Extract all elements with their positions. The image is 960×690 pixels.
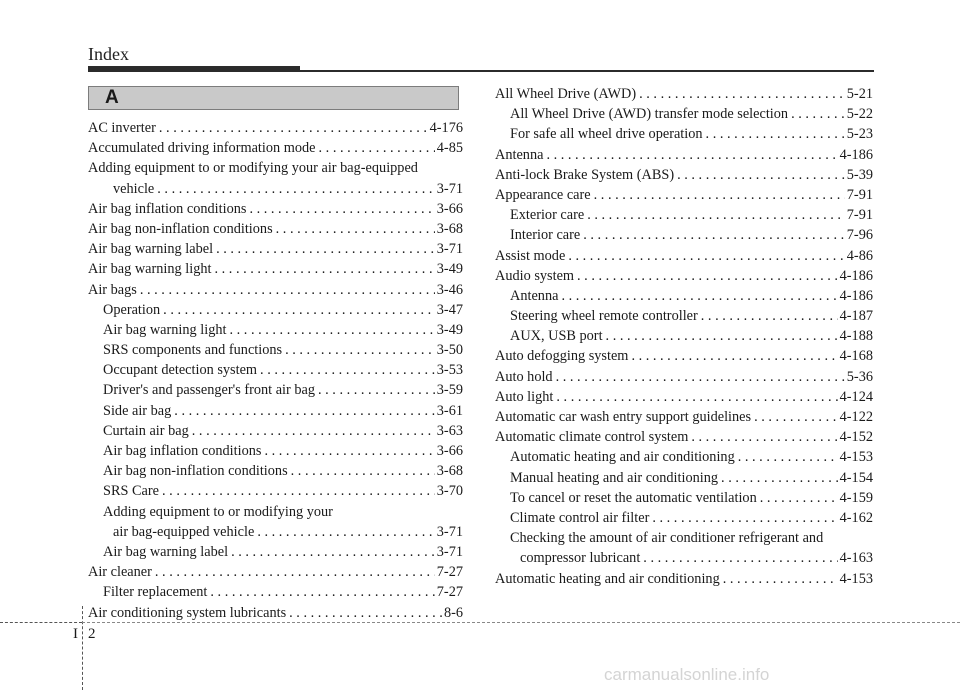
index-entry <box>88 239 463 259</box>
index-entry <box>495 468 873 488</box>
index-entry-page: 4-152 <box>839 429 873 446</box>
footer-crop-line-horizontal <box>0 622 82 623</box>
index-entry <box>88 380 463 400</box>
index-entry-page: 4-163 <box>839 550 873 567</box>
index-entry-page: 7-27 <box>436 584 463 601</box>
index-column-right <box>495 84 873 589</box>
index-entry-page: 3-66 <box>436 443 463 459</box>
index-entry <box>88 461 463 481</box>
dot-leader <box>316 138 435 158</box>
section-header-bar <box>88 86 459 110</box>
dot-leader <box>254 522 434 542</box>
footer-section-letter: I <box>73 626 78 642</box>
index-entry-text: Exterior care <box>510 207 585 224</box>
index-entry-text: Automatic heating and air conditioning <box>495 570 720 587</box>
index-entry-page: 4-162 <box>839 509 873 526</box>
index-entry <box>88 259 463 279</box>
index-entry-text: Filter replacement <box>103 584 208 601</box>
dot-leader <box>735 447 838 467</box>
dot-leader <box>574 266 838 286</box>
index-entry-page: 5-21 <box>846 86 873 102</box>
footer-page-number: 2 <box>88 626 96 642</box>
dot-leader <box>591 185 845 205</box>
dot-leader <box>720 569 838 589</box>
index-entry-text: Assist mode <box>495 247 566 264</box>
dot-leader <box>213 239 435 259</box>
index-entry-page: 4-168 <box>839 348 873 365</box>
index-entry <box>495 286 873 306</box>
index-entry <box>88 542 463 562</box>
dot-leader <box>152 562 435 582</box>
index-entry-page: 3-66 <box>436 200 463 217</box>
index-entry-page: 3-71 <box>436 523 463 540</box>
dot-leader <box>788 104 845 124</box>
index-entry-page: 4-186 <box>839 267 873 284</box>
index-entry-text: Air bag non-inflation conditions <box>103 463 288 480</box>
index-entry-page: 7-91 <box>846 207 873 224</box>
dot-leader <box>718 468 838 488</box>
index-entry-page: 3-47 <box>436 301 463 318</box>
dot-leader <box>688 427 837 447</box>
dot-leader <box>636 84 845 104</box>
index-entry-text: Antenna <box>510 287 559 304</box>
dot-leader <box>698 306 838 326</box>
index-entry <box>495 165 873 185</box>
index-entry-page: 3-68 <box>436 463 463 480</box>
dot-leader <box>565 246 844 266</box>
index-entry-text: SRS Care <box>103 483 160 500</box>
dot-leader <box>273 219 435 239</box>
index-entry <box>495 306 873 326</box>
index-entry <box>88 441 463 461</box>
index-entry-page: 3-50 <box>436 342 463 359</box>
index-entry <box>88 582 463 602</box>
dot-leader <box>288 461 435 481</box>
index-entry-page: 4-187 <box>839 308 873 325</box>
index-entry-text: Antenna <box>495 146 544 163</box>
index-entry-page: 4-85 <box>436 140 463 157</box>
index-column-left <box>88 118 463 623</box>
index-entry-text: Air bags <box>88 281 137 298</box>
index-entry <box>88 522 463 542</box>
dot-leader <box>212 259 435 279</box>
index-entry-page: 4-124 <box>839 388 873 405</box>
index-entry <box>88 219 463 239</box>
index-entry <box>88 118 463 138</box>
index-entry-text: Air bag warning light <box>88 261 212 278</box>
index-entry <box>495 205 873 225</box>
index-entry <box>88 481 463 501</box>
index-entry-page: 4-153 <box>839 570 873 587</box>
index-entry <box>88 340 463 360</box>
index-entry-page: 3-63 <box>436 422 463 439</box>
index-entry <box>495 569 873 589</box>
dot-leader <box>257 360 435 380</box>
index-entry <box>495 104 873 124</box>
index-entry <box>495 346 873 366</box>
index-entry-page: 3-70 <box>436 483 463 500</box>
index-entry-text: All Wheel Drive (AWD) <box>495 86 637 102</box>
index-entry <box>88 138 463 158</box>
index-entry <box>88 280 463 300</box>
page-title: Index <box>88 44 129 64</box>
index-entry-page: 5-23 <box>846 126 873 143</box>
index-entry-page: 4-153 <box>839 449 873 466</box>
index-entry <box>495 488 873 508</box>
index-entry <box>88 360 463 380</box>
index-entry-continued: Adding equipment to or modifying your air bag-equipped <box>88 160 418 177</box>
index-entry-text: Air conditioning system lubricants <box>88 604 287 621</box>
dot-leader <box>207 582 434 602</box>
index-entry-page: 4-122 <box>839 409 873 425</box>
index-entry-page: 4-186 <box>839 146 873 163</box>
dot-leader <box>603 326 838 346</box>
index-entry-text: vehicle <box>113 180 155 197</box>
dot-leader <box>580 225 845 245</box>
index-entry-page: 3-59 <box>436 382 463 399</box>
index-entry <box>495 246 873 266</box>
dot-leader <box>246 199 434 219</box>
index-entry-page: 5-39 <box>846 166 873 183</box>
index-entry-text: Steering wheel remote controller <box>510 308 698 325</box>
index-entry-text: Appearance care <box>495 186 591 203</box>
index-entry-text: Automatic car wash entry support guidelines <box>495 409 752 425</box>
index-entry-text: air bag-equipped vehicle <box>113 523 255 540</box>
index-entry-text: Auto defogging system <box>495 348 629 365</box>
index-entry <box>88 199 463 219</box>
index-entry-text: Air bag non-inflation conditions <box>88 220 273 237</box>
index-entry-text: compressor lubricant <box>520 550 641 567</box>
index-entry-text: SRS components and functions <box>103 342 283 359</box>
index-entry-text: Air cleaner <box>88 564 152 581</box>
index-entry-page: 4-154 <box>839 469 873 486</box>
index-entry-page: 5-36 <box>846 368 873 385</box>
index-entry-text: AUX, USB port <box>510 328 603 345</box>
index-entry-continued: Adding equipment to or modifying your <box>103 503 333 520</box>
index-entry <box>495 367 873 387</box>
header-rule-thick <box>88 66 300 72</box>
index-entry-text: All Wheel Drive (AWD) transfer mode selection <box>510 106 789 123</box>
index-entry <box>88 300 463 320</box>
dot-leader <box>553 387 837 407</box>
index-entry-text: Operation <box>103 301 161 318</box>
index-entry-page: 3-49 <box>436 261 463 278</box>
dot-leader <box>159 481 435 501</box>
index-entry-page: 4-188 <box>839 328 873 345</box>
index-entry-text: Air bag warning label <box>88 241 214 258</box>
index-entry <box>495 387 873 407</box>
index-entry-page: 3-53 <box>436 362 463 379</box>
index-entry-text: Anti-lock Brake System (ABS) <box>495 166 675 183</box>
index-entry-text: Automatic heating and air conditioning <box>510 449 735 466</box>
header-rule-thin <box>300 70 874 72</box>
index-entry-page: 4-176 <box>429 120 463 136</box>
index-entry <box>495 508 873 528</box>
footer-crop-line-vertical <box>82 606 83 690</box>
index-entry-text: Interior care <box>510 227 581 244</box>
index-entry-page: 3-49 <box>436 321 463 338</box>
index-entry-text: AC inverter <box>88 120 156 136</box>
index-entry-page: 7-91 <box>846 186 873 203</box>
index-entry <box>495 145 873 165</box>
index-entry <box>495 225 873 245</box>
index-entry <box>88 421 463 441</box>
dot-leader <box>137 280 435 300</box>
index-entry-page: 4-186 <box>839 287 873 304</box>
index-entry-text: Climate control air filter <box>510 509 650 526</box>
dot-leader <box>674 165 845 185</box>
dot-leader <box>640 548 837 568</box>
index-entry <box>88 179 463 199</box>
dot-leader <box>227 320 435 340</box>
index-entry-text: For safe all wheel drive operation <box>510 126 703 143</box>
watermark: carmanualsonline.info <box>604 665 770 684</box>
dot-leader <box>261 441 434 461</box>
index-entry <box>495 84 873 104</box>
dot-leader <box>757 488 838 508</box>
dot-leader <box>584 205 845 225</box>
index-entry <box>495 447 873 467</box>
index-entry-text: Air bag warning label <box>103 543 229 560</box>
index-entry <box>495 427 873 447</box>
index-entry-text: Accumulated driving information mode <box>88 140 316 157</box>
dot-leader <box>751 407 838 427</box>
index-entry-text: Audio system <box>495 267 575 284</box>
index-entry-page: 8-6 <box>443 604 463 621</box>
index-entry-text: Auto light <box>495 388 554 405</box>
index-entry <box>88 401 463 421</box>
index-entry-page: 3-68 <box>436 220 463 237</box>
index-entry-page: 3-46 <box>436 281 463 298</box>
index-entry <box>495 407 873 427</box>
dot-leader <box>228 542 435 562</box>
index-entry-page: 7-27 <box>436 564 463 581</box>
index-entry-text: Side air bag <box>103 402 172 419</box>
index-entry-page: 5-22 <box>846 106 873 123</box>
index-entry-text: Manual heating and air conditioning <box>510 469 719 486</box>
index-entry-text: Auto hold <box>495 368 553 385</box>
dot-leader <box>703 124 845 144</box>
index-entry-page: 4-159 <box>839 489 873 506</box>
index-entry <box>495 185 873 205</box>
dot-leader <box>156 118 428 138</box>
dot-leader <box>543 145 837 165</box>
index-entry <box>88 320 463 340</box>
index-entry-text: Curtain air bag <box>103 422 189 439</box>
dot-leader <box>160 300 435 320</box>
index-entry <box>495 326 873 346</box>
footer-crop-line-horizontal-right <box>82 622 960 623</box>
index-entry-text: Air bag inflation conditions <box>103 443 262 459</box>
section-letter: A <box>105 87 119 108</box>
index-entry-page: 7-96 <box>846 227 873 244</box>
index-entry-page: 3-61 <box>436 402 463 419</box>
index-entry-text: Occupant detection system <box>103 362 258 379</box>
dot-leader <box>558 286 837 306</box>
dot-leader <box>171 401 434 421</box>
index-entry-text: Air bag warning light <box>103 321 227 338</box>
index-entry <box>495 266 873 286</box>
dot-leader <box>553 367 845 387</box>
index-entry-text: Air bag inflation conditions <box>88 200 247 217</box>
index-entry <box>495 548 873 568</box>
index-entry <box>495 124 873 144</box>
dot-leader <box>189 421 435 441</box>
index-entry <box>88 603 463 623</box>
index-entry-text: Automatic climate control system <box>495 429 689 446</box>
index-entry-page: 3-71 <box>436 241 463 258</box>
dot-leader <box>154 179 435 199</box>
index-entry-page: 4-86 <box>846 247 873 264</box>
dot-leader <box>315 380 435 400</box>
dot-leader <box>286 603 442 623</box>
index-entry-text: Driver's and passenger's front air bag <box>103 382 315 399</box>
index-entry-continued: Checking the amount of air conditioner refrigerant and <box>510 530 824 547</box>
dot-leader <box>282 340 435 360</box>
index-entry <box>88 562 463 582</box>
dot-leader <box>628 346 837 366</box>
index-entry-page: 3-71 <box>436 180 463 197</box>
index-entry-text: To cancel or reset the automatic ventilation <box>510 489 757 506</box>
index-entry-page: 3-71 <box>436 543 463 560</box>
dot-leader <box>649 508 837 528</box>
